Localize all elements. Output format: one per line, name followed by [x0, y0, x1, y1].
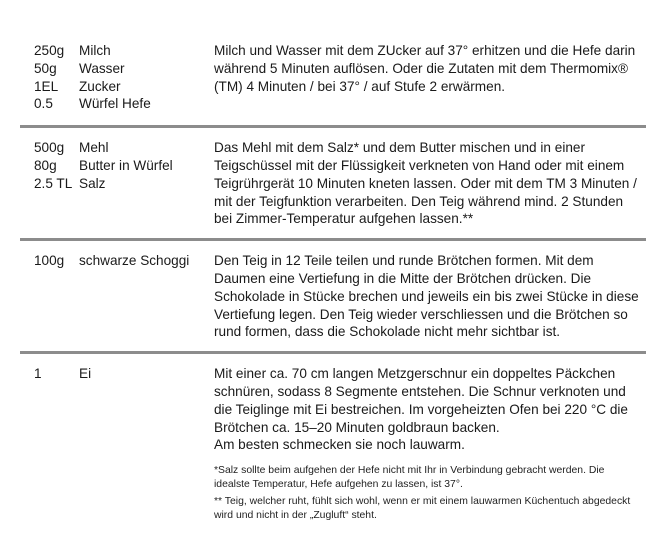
ingredient-row: [34, 365, 214, 383]
ingredient-list: [20, 139, 214, 228]
ingredient-name: Mehl: [79, 140, 109, 156]
ingredient-list: [20, 365, 214, 523]
ingredient-quantity: 250g: [34, 43, 65, 58]
recipe-step-3: [20, 238, 646, 351]
ingredient-quantity: 0.5: [34, 96, 53, 112]
ingredient-name: Wasser: [79, 60, 125, 76]
ingredient-name: schwarze Schoggi: [79, 253, 190, 269]
ingredient-list: [20, 42, 214, 113]
ingredient-row: [34, 139, 214, 157]
ingredient-name: Zucker: [79, 78, 121, 94]
ingredient-quantity: 1: [34, 366, 42, 382]
instruction-paragraph: Das Mehl mit dem Salz* und dem Butter mischen und in einer Teigschüssel mit der Flüssigkeit verkneten von Hand oder mit einem Teigrührgerät 10 Minuten kneten lassen. Oder mit dem TM 3 Minuten / mit der Teigfunktion verarbeiten. Den Teig während mind. 2 Stunden bei Zimmer-Temperatur aufgehen lassen.**: [214, 140, 637, 227]
ingredient-quantity: 50g: [34, 60, 57, 76]
ingredient-quantity: 80g: [34, 157, 57, 173]
ingredient-name: Butter in Würfel: [79, 157, 173, 173]
instruction-note: Am besten schmecken sie noch lauwarm.: [214, 437, 465, 453]
ingredient-quantity: 1EL: [34, 78, 59, 94]
ingredient-name: Ei: [79, 366, 92, 382]
ingredient-row: [34, 95, 214, 113]
instruction-paragraph: Mit einer ca. 70 cm langen Metzgerschnur ein doppeltes Päckchen schnüren, sodass 8 Segmente entstehen. Die Schnur verknoten und die Teiglinge mit Ei bestreichen. Im vorgeheizten Ofen bei 220 °C die Brötchen ca. 15–20 Minuten goldbraun backen.: [214, 366, 628, 435]
ingredient-row: [34, 42, 214, 60]
footnotes: [214, 464, 642, 523]
footnote-dough-rest: ** Teig, welcher ruht, fühlt sich wohl, wenn er mit einem lauwarmen Küchentuch abgedeckt wird und nicht in der „Zugluft“ steht.: [214, 495, 631, 521]
ingredient-quantity: 2.5 TL: [34, 175, 73, 191]
instruction-paragraph: Den Teig in 12 Teile teilen und runde Brötchen formen. Mit dem Daumen eine Vertiefung in die Mitte der Brötchen drücken. Die Schokolade in Stücke brechen und jeweils ein bis zwei Stücke in diese Vertiefung legen. Den Teig wieder verschliessen und die Brötchen so rund formen, dass die Schokolade nicht mehr sichtbar ist.: [214, 253, 639, 340]
instruction-text: [214, 139, 646, 228]
ingredient-row: [34, 78, 214, 96]
ingredient-name: Würfel Hefe: [79, 96, 151, 112]
ingredient-list: [20, 252, 214, 341]
ingredient-name: Salz: [79, 175, 106, 191]
ingredient-row: [34, 175, 214, 193]
recipe-step-1: [20, 42, 646, 125]
recipe-step-4: [20, 351, 646, 523]
ingredient-row: [34, 60, 214, 78]
footnote-salt: *Salz sollte beim aufgehen der Hefe nicht mit Ihr in Verbindung gebracht werden. Die idealste Temperatur, Hefe aufgehen zu lassen, ist 37°.: [214, 465, 605, 491]
ingredient-name: Milch: [79, 43, 111, 58]
ingredient-quantity: 500g: [34, 140, 65, 156]
instruction-text: [214, 365, 646, 523]
instruction-text: [214, 252, 646, 341]
ingredient-quantity: 100g: [34, 253, 65, 269]
recipe-step-2: [20, 125, 646, 238]
ingredient-row: [34, 252, 214, 270]
instruction-paragraph: Milch und Wasser mit dem ZUcker auf 37° erhitzen und die Hefe darin während 5 Minuten auflösen. Oder die Zutaten mit dem Thermomix® (TM) 4 Minuten / bei 37° / auf Stufe 2 erwärmen.: [214, 43, 636, 94]
ingredient-row: [34, 157, 214, 175]
instruction-text: [214, 42, 646, 113]
